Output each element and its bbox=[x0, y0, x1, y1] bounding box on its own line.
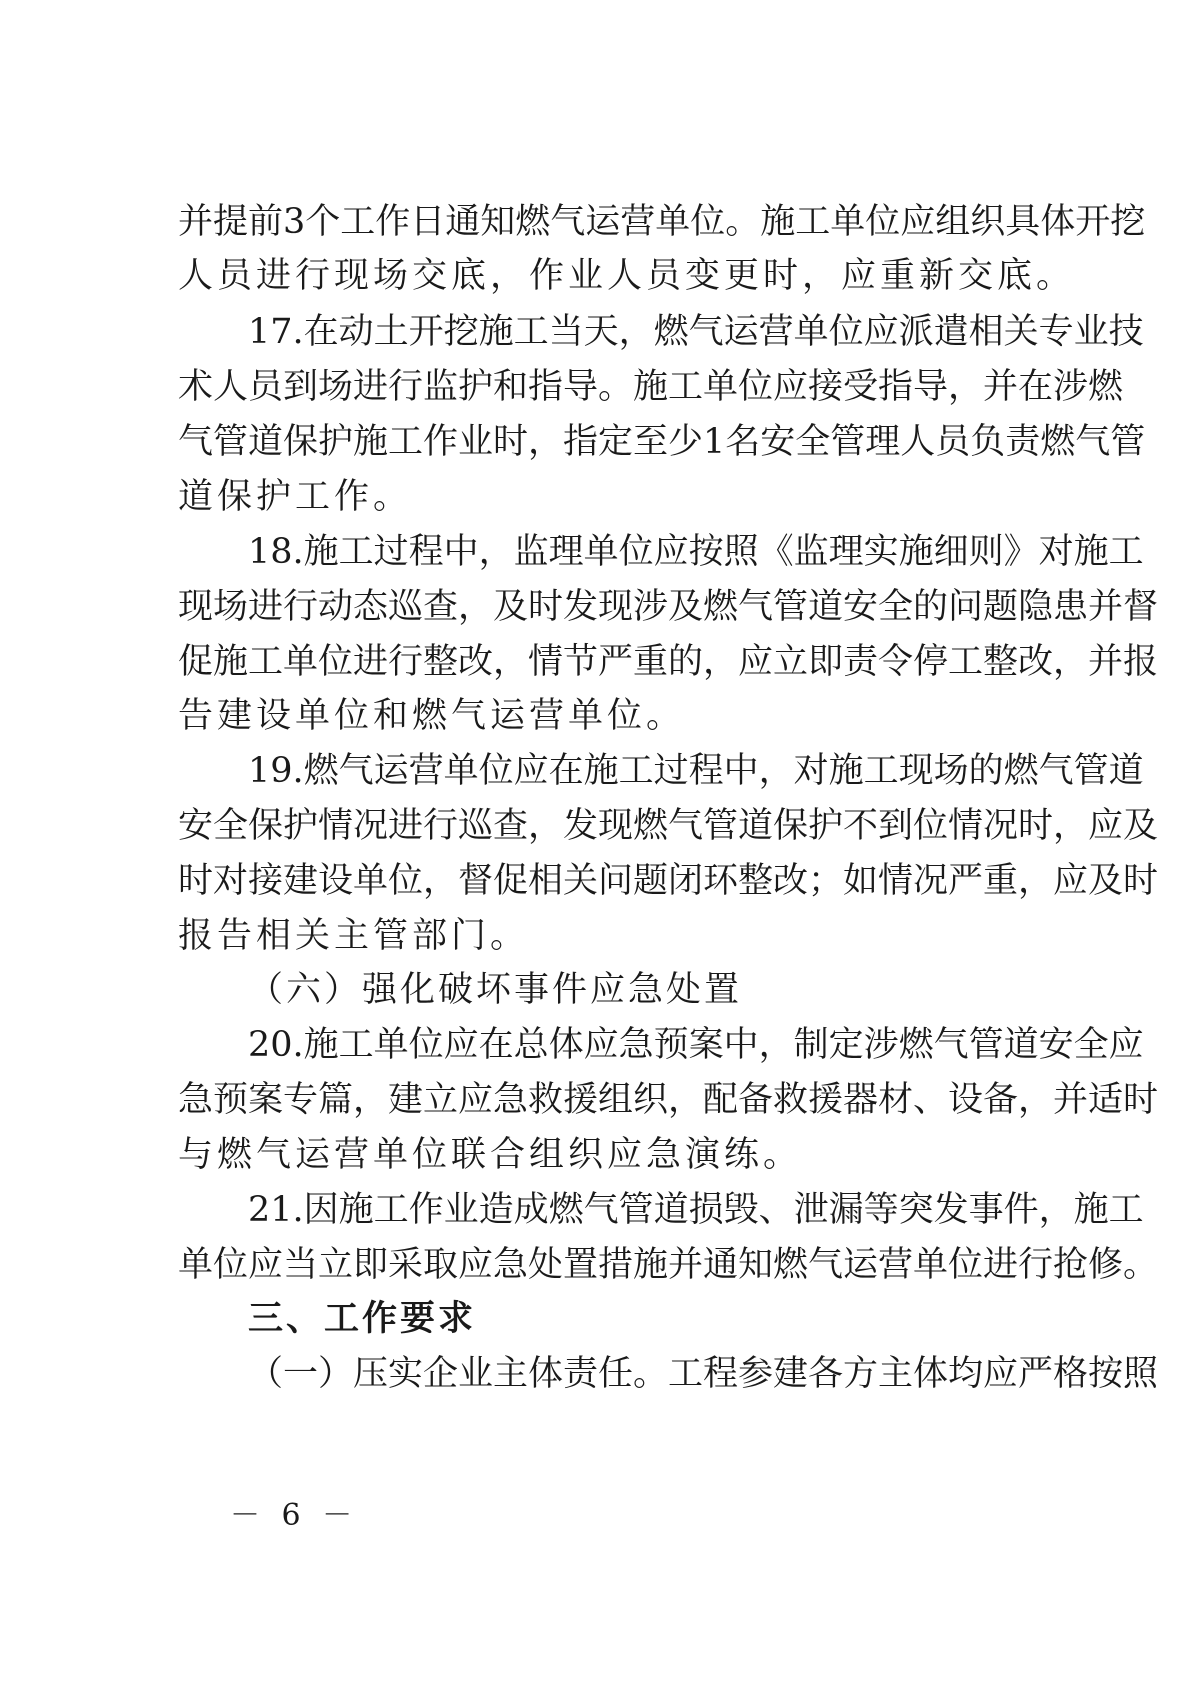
section-subheading: （六）强化破坏事件应急处置 bbox=[248, 970, 743, 1010]
body-line: 现场进行动态巡查，及时发现涉及燃气管道安全的问题隐患并督 bbox=[178, 587, 1159, 627]
body-line: 急预案专篇，建立应急救援组织，配备救援器材、设备，并适时 bbox=[178, 1080, 1159, 1120]
body-line: 21.因施工作业造成燃气管道损毁、泄漏等突发事件，施工 bbox=[248, 1190, 1144, 1230]
body-line: 19.燃气运营单位应在施工过程中，对施工现场的燃气管道 bbox=[248, 751, 1144, 791]
body-line: 18.施工过程中，监理单位应按照《监理实施细则》对施工 bbox=[248, 532, 1144, 572]
body-line: 与燃气运营单位联合组织应急演练。 bbox=[178, 1135, 803, 1175]
body-line: 单位应当立即采取应急处置措施并通知燃气运营单位进行抢修。 bbox=[178, 1245, 1159, 1285]
body-line: 17.在动土开挖施工当天，燃气运营单位应派遣相关专业技 bbox=[248, 312, 1144, 352]
page-number: － 6 － bbox=[230, 1498, 359, 1533]
body-line: 报告相关主管部门。 bbox=[178, 916, 530, 956]
body-line: 时对接建设单位，督促相关问题闭环整改；如情况严重，应及时 bbox=[178, 861, 1159, 901]
body-line: 告建设单位和燃气运营单位。 bbox=[178, 696, 686, 736]
section-heading: 三、工作要求 bbox=[248, 1299, 477, 1339]
body-line: 并提前3个工作日通知燃气运营单位。施工单位应组织具体开挖 bbox=[178, 202, 1146, 242]
body-line: 20.施工单位应在总体应急预案中，制定涉燃气管道安全应 bbox=[248, 1025, 1144, 1065]
body-line: 安全保护情况进行巡查，发现燃气管道保护不到位情况时，应及 bbox=[178, 806, 1159, 846]
body-line: 人员进行现场交底，作业人员变更时，应重新交底。 bbox=[178, 256, 1076, 296]
body-line: 道保护工作。 bbox=[178, 477, 413, 517]
body-line: 气管道保护施工作业时，指定至少1名安全管理人员负责燃气管 bbox=[178, 422, 1146, 462]
body-line: （一）压实企业主体责任。工程参建各方主体均应严格按照 bbox=[248, 1354, 1159, 1394]
body-line: 促施工单位进行整改，情节严重的，应立即责令停工整改，并报 bbox=[178, 642, 1159, 682]
body-line: 术人员到场进行监护和指导。施工单位应接受指导，并在涉燃 bbox=[178, 367, 1124, 407]
